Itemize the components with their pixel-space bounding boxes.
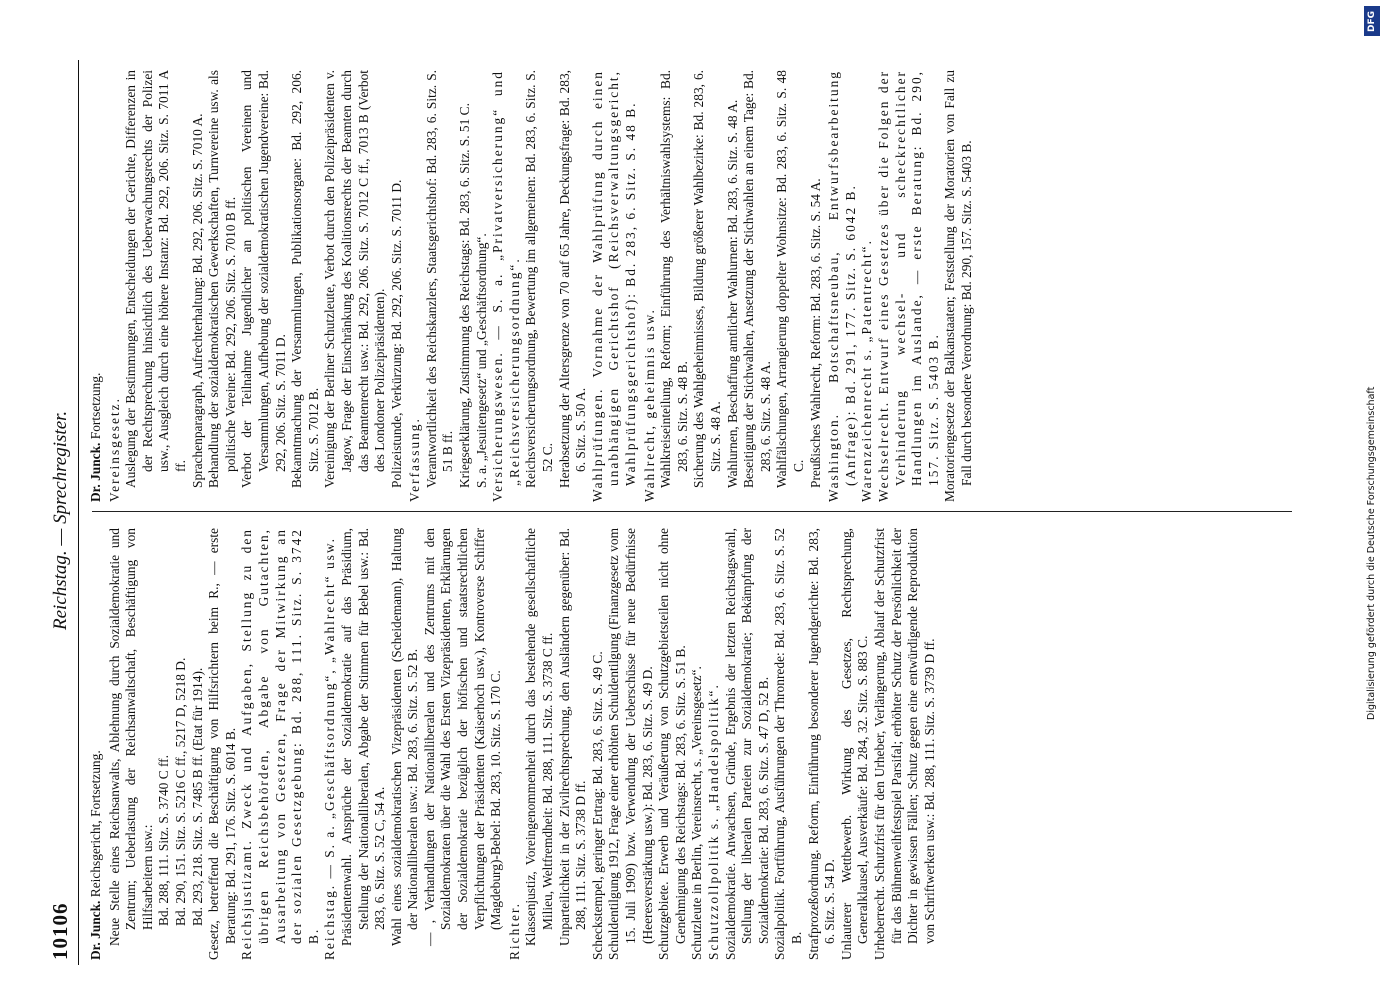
index-entry: Bd. 288, 111. Sitz. S. 3740 C ff. xyxy=(156,755,172,926)
index-entry: Verantwortlichkeit des Reichskanzlers, Staatsgerichtshof: Bd. 283, 6. Sitz. S. 51 B ff. xyxy=(423,70,456,488)
continuation-label: Fortsetzung. xyxy=(88,372,103,440)
index-entry: Sicherung des Wahlgeheimnisses, Bildung größerer Wahlbezirke: Bd. 283, 6. Sitz. S. 48 A. xyxy=(691,70,723,488)
rotated-page-content xyxy=(0,40,1330,1000)
index-entry: Verfassung. xyxy=(407,417,423,502)
index-entry: Auslegung der Bestimmungen, Entscheidungen der Gerichte, Differenzen in der Rechtsprechung hinsichtlich des Ueberwachungsrechts der Polizei usw., Ausgleich durch eine höhere Instanz: Bd. 292, 206. Sitz. S. 7011 A ff. xyxy=(123,70,188,488)
index-entry: Urheberrecht. Schutzfrist für den Urheber, Verlängerung, Ablauf der Schutzfrist für das Bühnenweihfestspiel Parsifal; erhöhter Schutz der Persönlichkeit der Dichter in gewissen Fällen; Schutz gegen eine entwürdigende Reproduktion von Schriftwerken usw.: Bd. 288, 111. Sitz. S. 3739 D ff. xyxy=(871,528,937,960)
index-entry: Unlauterer Wettbewerb. Wirkung des Gesetzes, Rechtsprechung, Generalklausel, Ausverkäufe: Bd. 284, 32. Sitz. S. 883 C. xyxy=(838,528,871,960)
index-entry: Schuldentilgung 1912, Frage einer erhöhten Schuldentilgung (Finanzgesetz vom 15. Juli 1909) bzw. Verwendung der Ueberschüsse für neue Bedürfnisse (Heeresverstärkung usw.): Bd. 283, 6. Sitz. S. 49 D. xyxy=(606,528,655,960)
digitization-credit: Digitalisierung gefördert durch die Deutsche Forschungsgemeinschaft xyxy=(1366,386,1377,720)
index-entry: Bd. 290, 151. Sitz. S. 5216 C ff., 5217 D, 5218 D. xyxy=(172,657,188,926)
right-column xyxy=(88,70,975,502)
index-entry: Sozialdemokratie. Anwachsen, Gründe, Ergebnis der letzten Reichstagswahl, Stellung der liberalen Parteien zur Sozialdemokratie; Bekämpfung der Sozialdemokratie: Bd. 283, 6. Sitz. S. 47 D, 52 B. xyxy=(722,528,771,960)
index-entry: Polizeistunde, Verkürzung: Bd. 292, 206. Sitz. S. 7011 D. xyxy=(388,179,404,488)
running-title: Reichstag. — Sprechregister. xyxy=(50,410,71,630)
index-entry: Bd. 293, 218. Sitz. S. 7485 B ff. (Etat für 1914). xyxy=(189,667,205,926)
index-entry: Klassenjustiz, Voreingenommenheit durch das bestehende gesellschaftliche Milieu, Weltfremdheit: Bd. 288, 111. Sitz. S. 3738 C ff. xyxy=(523,528,556,946)
index-entry: Richter. xyxy=(506,901,522,960)
index-entry: Wahlprüfungen. Vornahme der Wahlprüfung durch einen unabhängigen Gerichtshof (Reichsverwaltungsgericht, Wahlprüfungsgerichtshof): Bd. 283, 6. Sitz. S. 48 B. xyxy=(589,70,638,502)
page-header xyxy=(40,40,80,1000)
index-entry: Unparteilichkeit in der Zivilrechtsprechung, den Ausländern gegenüber: Bd. 288, 111. Sitz. S. 3738 D ff. xyxy=(556,528,589,946)
index-entry: Herabsetzung der Altersgrenze von 70 auf 65 Jahre, Deckungsfrage: Bd. 283, 6. Sitz. S. 50 A. xyxy=(556,70,589,488)
header-rule xyxy=(78,60,79,965)
index-entry: Wahlfälschungen, Arrangierung doppelter Wohnsitze: Bd. 283, 6. Sitz. S. 48 C. xyxy=(774,70,806,488)
index-entry: Gesetz, betreffend die Beschäftigung von Hilfsrichtern beim R., — erste Beratung: Bd. 291, 176. Sitz. S. 6014 B. xyxy=(206,528,238,960)
column-heading xyxy=(88,70,105,502)
column-divider xyxy=(92,511,1292,512)
index-entry: Vereinsgesetz. xyxy=(106,397,122,502)
speaker-name: Dr. Junck. xyxy=(88,442,103,502)
index-entry: Schutzgebiete. Erwerb und Veräußerung von Schutzgebietsteilen nicht ohne Genehmigung des Reichstags: Bd. 283, 6. Sitz. S. 51 B. xyxy=(656,528,688,960)
index-entry: Wechselrecht. Entwurf eines Gesetzes über die Folgen der Verhinderung wechsel- und scheckrechtlicher Handlungen im Auslande, — erste Beratung: Bd. 290, 157. Sitz. S. 5403 B. xyxy=(875,70,941,502)
index-entry: Moratoriengesetze der Balkanstaaten; Feststellung der Moratorien von Fall zu Fall durch besondere Verordnung: Bd. 290, 157. Sitz. S. 5403 B. xyxy=(942,70,974,502)
index-entry: Warenzeichenrecht s. „Patentrecht“. xyxy=(859,239,875,502)
index-entry: Preußisches Wahlrecht, Reform: Bd. 283, 6. Sitz. S. 54 A. xyxy=(807,178,823,488)
index-entry: Verbot der Teilnahme Jugendlicher an politischen Vereinen und Versammlungen, Aufhebung der sozialdemokratischen Jugendvereine: Bd. 292, 206. Sitz. S. 7011 D. xyxy=(239,70,288,488)
index-entry: Reichsversicherungsordnung, Bewertung im allgemeinen: Bd. 283, 6. Sitz. S. 52 C. xyxy=(523,70,556,488)
index-entry: Bekanntmachung der Versammlungen, Publikationsorgane: Bd. 292, 206. Sitz. S. 7012 B. xyxy=(289,70,321,488)
index-entry: Schutzzollpolitik s. „Handelspolitik“. xyxy=(705,683,721,960)
index-entry: Vereinigung der Berliner Schutzleute, Verbot durch den Polizeipräsidenten v. Jagow, Frage der Einschränkung des Koalitionsrechts der Beamten durch das Beamtenrecht usw.: Bd. 292, 206. Sitz. S. 7012 C ff., 7013 B (Verbot des Londoner Polizeipräsidenten). xyxy=(322,70,388,488)
index-entry: Beseitigung der Stichwahlen, Ansetzung der Stichwahlen an einem Tage: Bd. 283, 6. Sitz. S. 48 A. xyxy=(741,70,773,488)
index-entry: Wahl eines sozialdemokratischen Vizepräsidenten (Scheidemann), Haltung der Nationalliberalen usw.: Bd. 283, 6. Sitz. S. 52 B. xyxy=(388,528,421,946)
index-entry: Strafprozeßordnung. Reform, Einführung besonderer Jugendgerichte: Bd. 283, 6. Sitz. S. 54 D. xyxy=(805,528,838,960)
dfg-logo: DFG xyxy=(1364,6,1380,36)
column-heading xyxy=(88,528,105,960)
index-entry: Washington. Botschaftsneubau, Entwurfsbearbeitung (Anfrage): Bd. 291, 177. Sitz. S. 6042 B. xyxy=(826,70,858,502)
index-entry: Wahlrecht, geheimnis usw. xyxy=(641,308,657,502)
index-entry: Behandlung der sozialdemokratischen Gewerkschaften, Turnvereine usw. als politische Vereine: Bd. 292, 206. Sitz. S. 7010 B ff. xyxy=(206,70,238,488)
index-entry: Versicherungswesen. — S. a. „Privatversicherung“ und „Reichsversicherungsordnung“. xyxy=(490,70,522,502)
index-entry: Wahlkreiseinteilung, Reform; Einführung des Verhältniswahlsystems: Bd. 283, 6. Sitz. S. 48 B. xyxy=(658,70,690,488)
index-entry: — , Verhandlungen der Nationalliberalen und des Zentrums mit den Sozialdemokraten über die Wahl des Ersten Vizepräsidenten, Erklärungen der Sozialdemokratie bezüglich der höfischen und staatsrechtlichen Verpflichtungen der Präsidenten (Kaiserhoch usw.), Kontroverse Schiffer (Magdeburg)-Bebel: Bd. 283, 10. Sitz. S. 170 C. xyxy=(421,528,504,946)
left-column xyxy=(88,528,938,960)
index-entry: Wahlurnen, Beschaffung amtlicher Wahlurnen: Bd. 283, 6. Sitz. S. 48 A. xyxy=(724,99,740,488)
index-entry: Kriegserklärung, Zustimmung des Reichstags: Bd. 283, 6. Sitz. S. 51 C. xyxy=(457,103,473,488)
page-number: 10106 xyxy=(48,902,72,960)
index-entry: Schutzleute in Berlin, Vereinsrecht, s. „Vereinsgesetz“. xyxy=(689,666,705,960)
index-entry: Reichstag. — S. a. „Geschäftsordnung“, „Wahlrecht“ usw. xyxy=(322,536,338,960)
speaker-name: Dr. Junck. xyxy=(88,900,103,960)
continuation-label: Reichsgericht, Fortsetzung. xyxy=(88,750,103,898)
index-entry: S. a. „Jesuitengesetz“ und „Geschäftsordnung“. xyxy=(473,233,489,488)
index-entry: Scheckstempel, geringer Ertrag: Bd. 283, 6. Sitz. S. 49 C. xyxy=(589,651,605,960)
index-entry: Sprachenparagraph, Aufrechterhaltung: Bd. 292, 206. Sitz. S. 7010 A. xyxy=(189,113,205,488)
index-entry: Präsidentenwahl. Ansprüche der Sozialdemokratie auf das Präsidium, Stellung der Nationalliberalen, Abgabe der Stimmen für Bebel usw.: Bd. 283, 6. Sitz. S. 52 C, 54 A. xyxy=(338,528,388,946)
index-entry: Sozialpolitik. Fortführung, Ausführungen der Thronrede: Bd. 283, 6. Sitz. S. 52 B. xyxy=(772,528,804,960)
index-entry: Reichsjustizamt. Zweck und Aufgaben, Stellung zu den übrigen Reichsbehörden, Abgabe von Gutachten, Ausarbeitung von Gesetzen, Frage der Mitwirkung an der sozialen Gesetzgebung: Bd. 288, 111. Sitz. S. 3742 B. xyxy=(239,528,321,960)
index-entry: Neue Stelle eines Reichsanwalts, Ablehnung durch Sozialdemokratie und Zentrum; Ueberlastung der Reichsanwaltschaft, Beschäftigung von Hilfsarbeitern usw.: xyxy=(106,528,155,946)
